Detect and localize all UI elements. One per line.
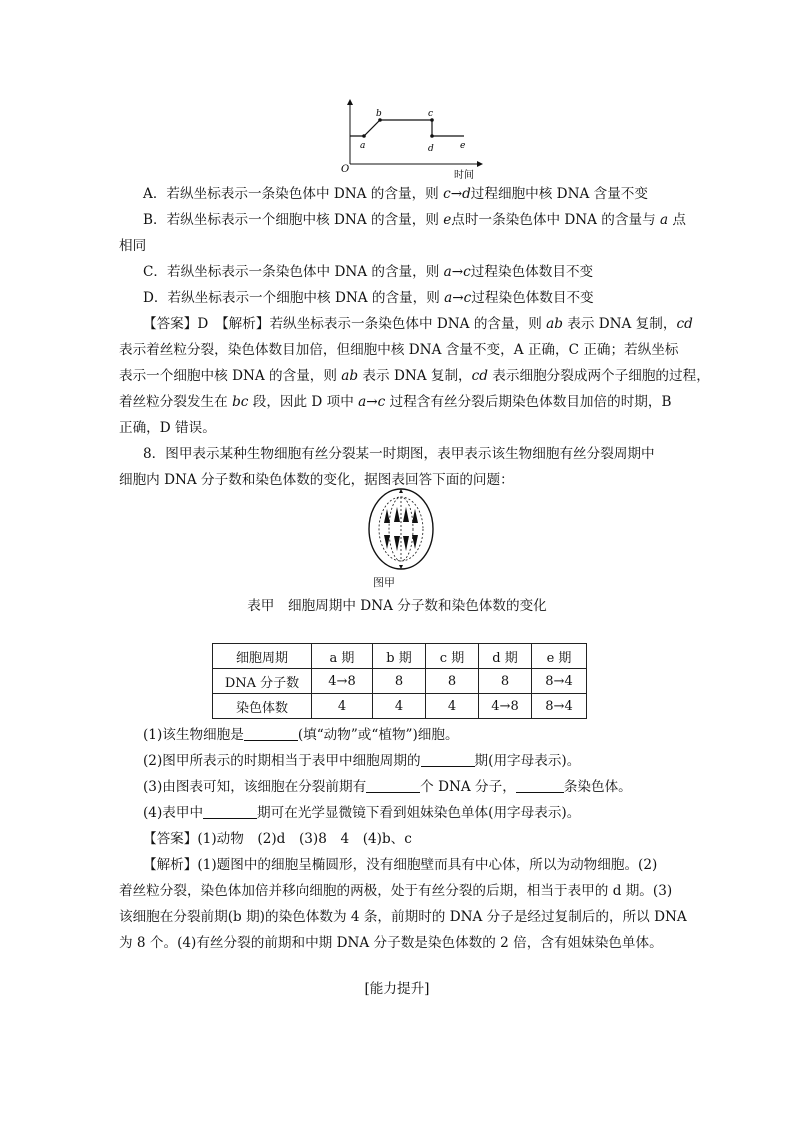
table-cell: e 期 bbox=[532, 644, 587, 669]
table-cell: 4 bbox=[373, 694, 426, 719]
content-curve bbox=[350, 120, 464, 136]
answer-blank[interactable] bbox=[203, 804, 257, 819]
x-axis-label: 时间 bbox=[454, 170, 474, 181]
table-cell: c 期 bbox=[426, 644, 479, 669]
dna-content-graph bbox=[336, 96, 496, 182]
point-c: c bbox=[428, 109, 434, 119]
sub-question-4: (4)表甲中 期可在光学显微镜下看到姐妹染色单体(用字母表示)。 bbox=[143, 805, 581, 821]
q7-answer-line-1: 【答案】D 【解析】若纵坐标表示一条染色体中 DNA 的含量，则 ab 表示 DNA 复制，cd bbox=[143, 316, 693, 332]
option-a: A．若纵坐标表示一条染色体中 DNA 的含量，则 c→d过程细胞中核 DNA 含量不变 bbox=[143, 186, 648, 202]
q8-stem-line-1: 8．图甲表示某种生物细胞有丝分裂某一时期图，表甲表示该生物细胞有丝分裂周期中 bbox=[143, 446, 655, 462]
q8-answer: 【答案】(1)动物 (2)d (3)8 4 (4)b、c bbox=[143, 831, 412, 847]
answer-blank[interactable] bbox=[516, 778, 564, 793]
answer-blank[interactable] bbox=[244, 726, 298, 741]
q8-explanation-line-1: 【解析】(1)题图中的细胞呈椭圆形，没有细胞壁而具有中心体，所以为动物细胞。(2) bbox=[143, 857, 658, 873]
q8-explanation-line-3: 该细胞在分裂前期(b 期)的染色体数为 4 条，前期时的 DNA 分子是经过复制后的，所以 DNA bbox=[119, 909, 687, 925]
option-d: D．若纵坐标表示一个细胞中核 DNA 的含量，则 a→c过程染色体数目不变 bbox=[143, 290, 594, 306]
table-cell: 4 bbox=[426, 694, 479, 719]
table-row bbox=[213, 669, 587, 694]
table-cell: 4→8 bbox=[479, 694, 532, 719]
figure-caption: 图甲 bbox=[373, 576, 395, 589]
q7-answer-line-5: 正确，D 错误。 bbox=[119, 420, 216, 436]
table-cell: 8 bbox=[479, 669, 532, 694]
q8-stem-line-2: 细胞内 DNA 分子数和染色体数的变化，据图表回答下面的问题： bbox=[119, 472, 514, 488]
table-cell: d 期 bbox=[479, 644, 532, 669]
table-cell: 8 bbox=[373, 669, 426, 694]
q8-explanation-line-2: 着丝粒分裂，染色体加倍并移向细胞的两极，处于有丝分裂的后期，相当于表甲的 d 期。(3) bbox=[119, 883, 673, 899]
origin-label: O bbox=[341, 164, 350, 175]
table-cell: DNA 分子数 bbox=[213, 669, 312, 694]
sub-question-2: (2)图甲所表示的时期相当于表甲中细胞周期的 期(用字母表示)。 bbox=[143, 753, 581, 769]
table-cell: b 期 bbox=[373, 644, 426, 669]
point-a: a bbox=[360, 141, 366, 151]
table-cell: 8→4 bbox=[532, 669, 587, 694]
sub-question-3: (3)由图表可知，该细胞在分裂前期有 个 DNA 分子， 条染色体。 bbox=[143, 779, 632, 795]
q7-answer-line-3: 表示一个细胞中核 DNA 的含量，则 ab 表示 DNA 复制，cd 表示细胞分裂成两个子细胞的过程， bbox=[119, 368, 710, 384]
option-b-cont: 相同 bbox=[119, 238, 147, 254]
section-header: [能力提升] bbox=[364, 981, 430, 997]
table-title: 表甲 细胞周期中 DNA 分子数和染色体数的变化 bbox=[247, 598, 547, 614]
option-b: B．若纵坐标表示一个细胞中核 DNA 的含量，则 e点时一条染色体中 DNA 的含量与 a 点 bbox=[143, 212, 687, 228]
table-cell: a 期 bbox=[312, 644, 373, 669]
q8-explanation-line-4: 为 8 个。(4)有丝分裂的前期和中期 DNA 分子数是染色体数的 2 倍，含有姐妹染色单体。 bbox=[119, 935, 663, 951]
option-c: C．若纵坐标表示一条染色体中 DNA 的含量，则 a→c过程染色体数目不变 bbox=[143, 264, 594, 280]
table-cell: 染色体数 bbox=[213, 694, 312, 719]
point-b: b bbox=[376, 109, 382, 119]
cell-cycle-table bbox=[212, 643, 587, 719]
q7-answer-line-2: 表示着丝粒分裂，染色体数目加倍，但细胞中核 DNA 含量不变，A 正确，C 正确；若纵坐标 bbox=[119, 342, 679, 358]
answer-blank[interactable] bbox=[421, 752, 475, 767]
sub-question-1: (1)该生物细胞是 (填“动物”或“植物”)细胞。 bbox=[143, 727, 459, 743]
q7-answer-line-4: 着丝粒分裂发生在 bc 段，因此 D 项中 a→c 过程含有丝分裂后期染色体数目加倍的时期，B bbox=[119, 394, 672, 410]
table-cell: 8→4 bbox=[532, 694, 587, 719]
table-row bbox=[213, 694, 587, 719]
table-cell: 4 bbox=[312, 694, 373, 719]
mitosis-cell-figure bbox=[366, 485, 436, 573]
table-header-row bbox=[213, 644, 587, 669]
table-cell: 4→8 bbox=[312, 669, 373, 694]
table-cell: 细胞周期 bbox=[213, 644, 312, 669]
table-cell: 8 bbox=[426, 669, 479, 694]
answer-blank[interactable] bbox=[366, 778, 420, 793]
point-e: e bbox=[460, 141, 466, 151]
point-d: d bbox=[428, 144, 434, 154]
